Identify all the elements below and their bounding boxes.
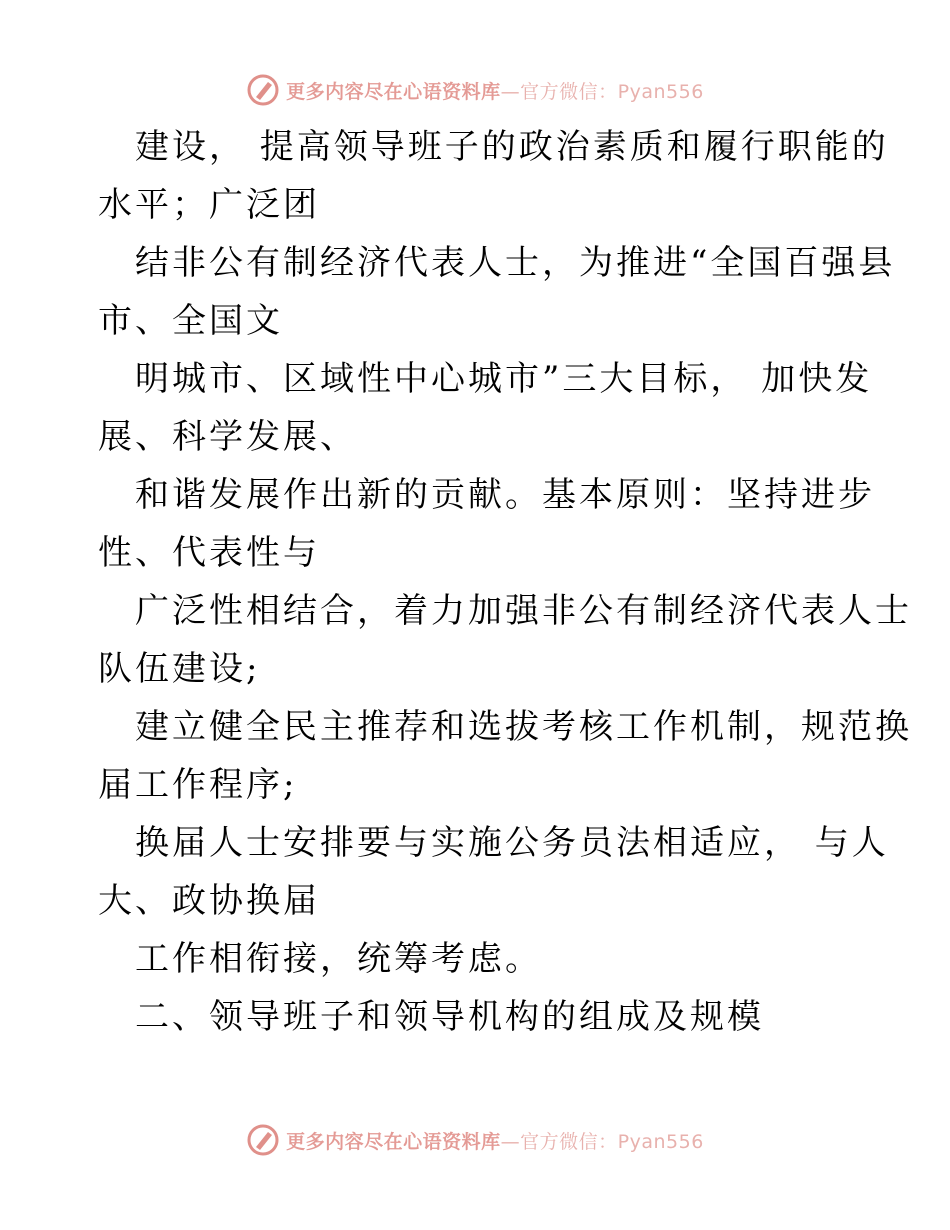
text-line: 建立健全民主推荐和选拔考核工作机制，规范换 <box>135 707 912 747</box>
watermark-text: 更多内容尽在心语资料库—官方微信：Pyan556 <box>286 1130 704 1153</box>
text-line: 市、全国文 <box>98 301 283 341</box>
section-heading: 二、领导班子和领导机构的组成及规模 <box>135 997 764 1037</box>
document-body <box>98 118 912 1046</box>
header-watermark <box>0 70 950 110</box>
text-line: 广泛性相结合，着力加强非公有制经济代表人士 <box>135 591 912 631</box>
text-line: 大、政协换届 <box>98 881 320 921</box>
text-line: 建设， 提高领导班子的政治素质和履行职能的 <box>135 127 889 167</box>
text-line: 结非公有制经济代表人士，为推进“全国百强县 <box>135 243 896 283</box>
text-line: 展、科学发展、 <box>98 417 357 457</box>
pen-circle-logo-icon <box>246 73 280 107</box>
text-line: 性、代表性与 <box>98 533 320 573</box>
text-line: 水平；广泛团 <box>98 185 320 225</box>
footer-watermark <box>0 1120 950 1160</box>
text-line: 明城市、区域性中心城市”三大目标， 加快发 <box>135 359 873 399</box>
text-line: 工作相衔接，统筹考虑。 <box>135 939 542 979</box>
text-line: 和谐发展作出新的贡献。基本原则：坚持进步 <box>135 475 875 515</box>
pen-circle-logo-icon <box>246 1123 280 1157</box>
text-line: 换届人士安排要与实施公务员法相适应， 与人 <box>135 823 889 863</box>
text-line: 届工作程序; <box>98 765 298 805</box>
watermark-text: 更多内容尽在心语资料库—官方微信：Pyan556 <box>286 80 704 103</box>
text-line: 队伍建设; <box>98 649 261 689</box>
